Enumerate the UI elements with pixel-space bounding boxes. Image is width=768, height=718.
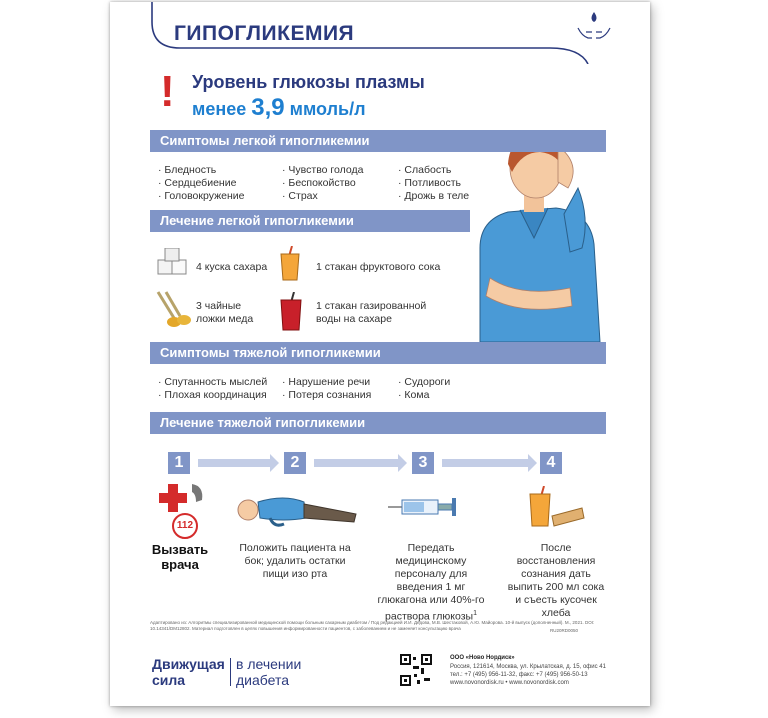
symptom-item: · Потливость: [398, 177, 461, 190]
symptom-item: · Спутанность мыслей: [158, 376, 267, 389]
step-arrow: [198, 459, 270, 467]
treatment-item: 1 стакан фруктового сока: [316, 261, 441, 273]
step-text: После восстановления сознания дать выпить 200 мл сока и съесть кусочек хлеба: [507, 542, 605, 619]
juice-glass-icon: [278, 246, 302, 282]
symptom-item: · Плохая координация: [158, 389, 267, 402]
woman-illustration: [460, 128, 606, 342]
symptom-item: · Головокружение: [158, 190, 244, 203]
symptom-item: · Нарушение речи: [282, 376, 370, 389]
brand-line2: сила: [152, 672, 186, 688]
material-code: RU20RD0050: [550, 628, 579, 633]
page-title: ГИПОГЛИКЕМИЯ: [174, 22, 355, 45]
step-arrow: [442, 459, 528, 467]
fineprint: Адаптировано из: Алгоритмы специализированной медицинской помощи больным сахарным диабетом / Под редакцией И.И. Дедова, М.В. Шестаковой, А.Ю. Майорова. 10-й выпуск (дополненный). М., 2021. DOI: 10.14341/DM12802. Материал подготовлен в целях повышения информированности пациентов, с заболеванием и не заменяет консультацию врача: [150, 620, 595, 631]
mild-symptoms-heading: Симптомы легкой гипогликемии: [150, 130, 606, 152]
syringe-icon: [388, 494, 460, 520]
step-arrow: [314, 459, 398, 467]
poster-sheet: [110, 2, 650, 706]
brand-divider: [230, 658, 231, 686]
mild-treatment-heading: Лечение легкой гипогликемии: [150, 210, 470, 232]
treatment-item: 1 стакан газированной воды на сахаре: [316, 300, 427, 325]
glucose-alert-line1: Уровень глюкозы плазмы: [192, 72, 425, 92]
honey-spoons-icon: [154, 290, 194, 332]
symptom-item: · Бледность: [158, 164, 216, 177]
symptom-item: · Кома: [398, 389, 429, 402]
treatment-item: 3 чайные ложки меда: [196, 300, 254, 325]
step-text: Положить пациента на бок; удалить остатки пищи изо рта: [239, 542, 351, 580]
emergency-call-icon: [154, 482, 210, 540]
glucose-alert-line2: [192, 94, 366, 122]
company-name: ООО «Ново Нордиск»: [450, 655, 515, 661]
brand-line4: диабета: [236, 672, 289, 688]
footnote-marker: 1: [473, 610, 477, 617]
alert-value: 3,9: [251, 94, 285, 121]
hands-drop-icon: [572, 8, 616, 52]
step-text: [374, 542, 488, 624]
treatment-item: 4 куска сахара: [196, 261, 268, 273]
company-phone: тел.: +7 (495) 956-11-32, факс: +7 (495) 956-50-13: [450, 672, 588, 678]
emergency-number: 112: [176, 520, 194, 531]
step-number: 4: [540, 452, 562, 474]
step-text-body: Передать медицинскому персоналу для введения 1 мг глюкагона или 40%-го раствора глюкозы: [377, 542, 485, 623]
symptom-item: · Страх: [282, 190, 318, 203]
symptom-item: · Потеря сознания: [282, 389, 371, 402]
recovery-position-icon: [234, 488, 362, 528]
severe-symptoms-heading: Симптомы тяжелой гипогликемии: [150, 342, 606, 364]
step-number: 3: [412, 452, 434, 474]
symptom-item: · Дрожь в теле: [398, 190, 469, 203]
step-number: 2: [284, 452, 306, 474]
severe-treatment-heading: Лечение тяжелой гипогликемии: [150, 412, 606, 434]
alert-unit: ммоль/л: [289, 99, 366, 119]
symptom-item: · Чувство голода: [282, 164, 363, 177]
warning-exclamation: !: [160, 67, 175, 116]
alert-prefix: менее: [192, 99, 247, 119]
symptom-item: · Судороги: [398, 376, 450, 389]
step-text: Вызвать врача: [151, 542, 209, 572]
company-web[interactable]: www.novonordisk.ru • www.novonordisk.com: [450, 680, 569, 686]
brand-line3: в лечении: [236, 656, 302, 672]
company-address: Россия, 121614, Москва, ул. Крылатская, д. 15, офис 41: [450, 664, 606, 670]
sugar-cubes-icon: [156, 248, 190, 278]
symptom-item: · Слабость: [398, 164, 451, 177]
qr-code-icon[interactable]: [400, 654, 432, 686]
soda-glass-icon: [278, 292, 304, 332]
symptom-item: · Сердцебиение: [158, 177, 236, 190]
brand-line1: Движущая: [152, 656, 225, 672]
symptom-item: · Беспокойство: [282, 177, 356, 190]
step-number: 1: [168, 452, 190, 474]
juice-and-bread-icon: [526, 486, 586, 530]
